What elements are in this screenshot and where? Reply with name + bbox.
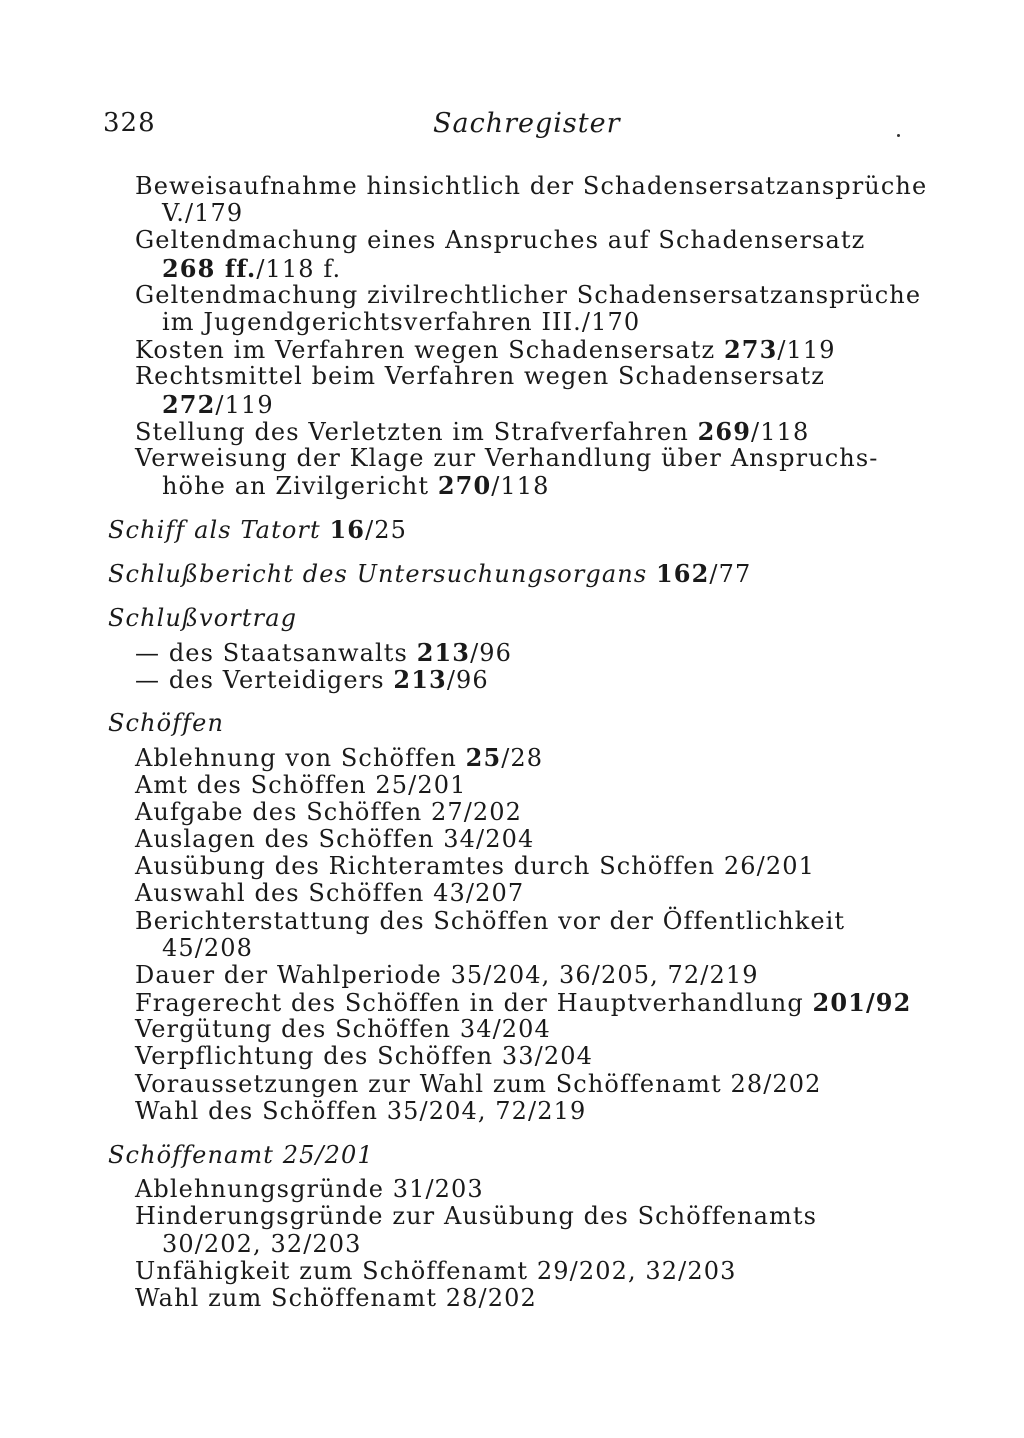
index-subentry: Verweisung der Klage zur Verhandlung über Anspruchs- — [135, 443, 879, 472]
index-subentry-continuation: 272/119 — [162, 389, 274, 419]
index-subentry-continuation: höhe an Zivilgericht 270/118 — [162, 471, 550, 501]
index-subentry: Berichterstattung des Schöffen vor der Öffentlichkeit — [135, 906, 846, 935]
index-subentries — [0, 639, 1024, 693]
index-subentry: Geltendmachung zivilrechtlicher Schadensersatzansprüche — [135, 280, 922, 309]
index-subentry: Ablehnungsgründe 31/203 — [135, 1175, 484, 1204]
index-heading: Schiff als Tatort 16/25 — [108, 515, 407, 545]
index-subentry: Kosten im Verfahren wegen Schadensersatz 273/119 — [135, 335, 836, 365]
page-number: 328 — [103, 108, 156, 138]
index-subentry: — des Verteidigers 213/96 — [135, 665, 489, 694]
index-heading: Schöffen — [108, 709, 225, 738]
index-subentry: Wahl zum Schöffenamt 28/202 — [135, 1283, 537, 1312]
index-subentry-continuation: 268 ff./118 f. — [162, 253, 342, 283]
index-subentry-continuation: 45/208 — [162, 933, 254, 962]
index-subentry: Ablehnung von Schöffen 25/28 — [135, 743, 544, 773]
index-subentry: Dauer der Wahlperiode 35/204, 36/205, 72/219 — [135, 960, 759, 989]
index-subentry: Unfähigkeit zum Schöffenamt 29/202, 32/203 — [135, 1256, 737, 1285]
index-subentry-continuation: V./179 — [162, 199, 244, 228]
continued-subentries — [0, 173, 1024, 499]
index-subentry: Amt des Schöffen 25/201 — [135, 770, 467, 799]
index-subentry: Stellung des Verletzten im Strafverfahren 269/118 — [135, 416, 810, 446]
running-title: Sachregister — [433, 108, 621, 139]
index-subentry: Auswahl des Schöffen 43/207 — [135, 879, 525, 908]
index-subentry: Rechtsmittel beim Verfahren wegen Schadensersatz — [135, 362, 825, 391]
index-heading: Schöffenamt 25/201 — [108, 1141, 374, 1169]
index-subentry: Hinderungsgründe zur Ausübung des Schöffenamts — [135, 1202, 818, 1231]
index-subentries — [0, 1176, 1024, 1312]
index-subentries — [0, 744, 1024, 1125]
index-subentry: Fragerecht des Schöffen in der Hauptverhandlung 201/92 — [135, 988, 912, 1018]
index-subentry: — des Staatsanwalts 213/96 — [135, 637, 513, 667]
index-heading: Schlußbericht des Untersuchungsorgans 162/77 — [108, 559, 752, 589]
index-subentry: Voraussetzungen zur Wahl zum Schöffenamt 28/202 — [135, 1069, 822, 1098]
index-subentry: Vergütung des Schöffen 34/204 — [135, 1015, 551, 1044]
index-content — [0, 173, 1024, 1312]
index-subentry-continuation: im Jugendgerichtsverfahren III./170 — [162, 307, 641, 336]
index-subentry: Ausübung des Richteramtes durch Schöffen 26/201 — [135, 852, 815, 881]
index-subentry-continuation: 30/202, 32/203 — [162, 1229, 362, 1258]
index-subentry: Geltendmachung eines Anspruches auf Schadensersatz — [135, 226, 866, 255]
index-subentry: Wahl des Schöffen 35/204, 72/219 — [135, 1096, 587, 1125]
ink-speck — [897, 134, 900, 137]
index-subentry: Beweisaufnahme hinsichtlich der Schadensersatzansprüche — [135, 172, 928, 200]
index-heading: Schlußvortrag — [108, 603, 298, 632]
index-subentry: Auslagen des Schöffen 34/204 — [135, 824, 535, 853]
index-subentry: Aufgabe des Schöffen 27/202 — [135, 797, 523, 826]
index-subentry: Verpflichtung des Schöffen 33/204 — [135, 1042, 593, 1071]
